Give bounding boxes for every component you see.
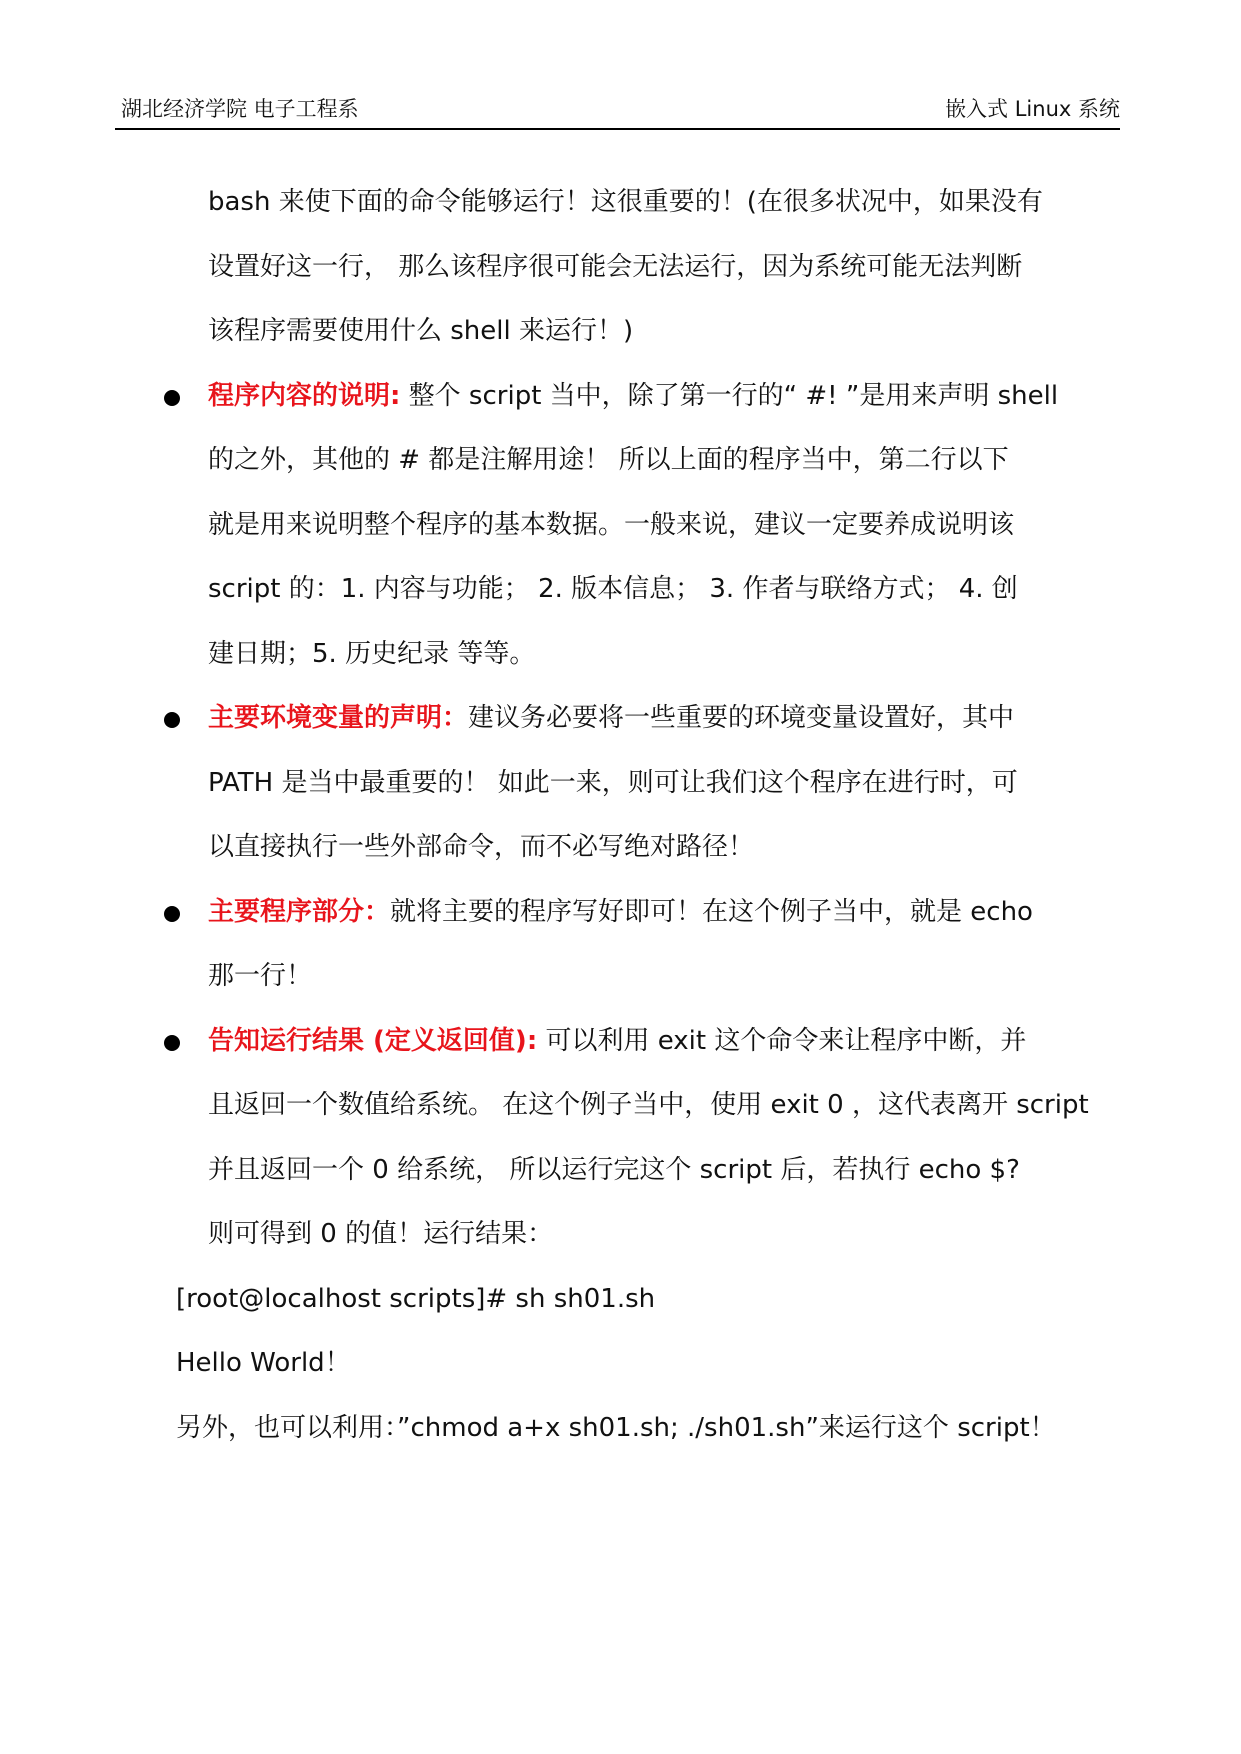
bullet-text: 就将主要的程序写好即可！在这个例子当中，就是 echo [390,896,1033,927]
text-line: 以直接执行一些外部命令，而不必写绝对路径！ [208,832,755,862]
header-institution: 湖北经济学院 电子工程系 [121,97,359,121]
text-line: 则可得到 0 的值！运行结果： [208,1219,554,1249]
bullet-item-return-value [0,1009,1158,1267]
closing-note: 另外，也可以利用：”chmod a+x sh01.sh; ./sh01.sh”来运行这个 script！ [176,1412,1056,1443]
text-line: 设置好这一行， 那么该程序很可能会无法运行，因为系统可能无法判断 [208,251,1023,282]
bullet-title: 主要环境变量的声明： [208,703,469,733]
bullet-icon [164,906,180,922]
bullet-icon [164,712,180,728]
bullet-icon [164,390,180,406]
bullet-item-main-program [0,880,1158,1009]
text-line: 那一行！ [208,961,313,991]
bullet-title: 程序内容的说明: [208,380,401,411]
bullet-icon [164,1035,180,1051]
text-line: bash 来使下面的命令能够运行！这很重要的！(在很多状况中，如果没有 [208,187,1043,217]
bullet-text: 可以利用 exit 这个命令来让程序中断，并 [537,1025,1027,1056]
page-header [115,92,1120,130]
bullet-title: 主要程序部分： [208,896,391,927]
command-output: Hello World！ [176,1348,351,1378]
text-line: 的之外，其他的 # 都是注解用途！ 所以上面的程序当中，第二行以下 [208,445,1009,475]
bullet-item-program-description [0,364,1158,687]
text-line: 建日期；5. 历史纪录 等等。 [208,638,536,669]
bullet-title: 告知运行结果 (定义返回值): [208,1025,538,1056]
text-line: script 的：1. 内容与功能； 2. 版本信息； 3. 作者与联络方式； 4. 创 [208,574,1018,604]
bullet-text: 整个 script 当中，除了第一行的“ #! ”是用来声明 shell [400,380,1059,411]
text-line: 该程序需要使用什么 shell 来运行！) [208,316,634,346]
text-line: 且返回一个数值给系统。 在这个例子当中，使用 exit 0 ，这代表离开 script [208,1090,1089,1120]
text-line: PATH 是当中最重要的！ 如此一来，则可让我们这个程序在进行时，可 [208,767,1018,798]
document-body [0,170,1241,1460]
text-line: 并且返回一个 0 给系统， 所以运行完这个 script 后，若执行 echo $? [208,1154,1020,1185]
intro-paragraph [0,170,1158,364]
header-course-title: 嵌入式 Linux 系统 [945,97,1120,121]
text-line: 就是用来说明整个程序的基本数据。一般来说，建议一定要养成说明该 [208,509,1015,540]
bullet-text: 建议务必要将一些重要的环境变量设置好，其中 [468,703,1015,733]
command-line: [root@localhost scripts]# sh sh01.sh [176,1283,656,1314]
bullet-item-env-variables [0,686,1158,880]
